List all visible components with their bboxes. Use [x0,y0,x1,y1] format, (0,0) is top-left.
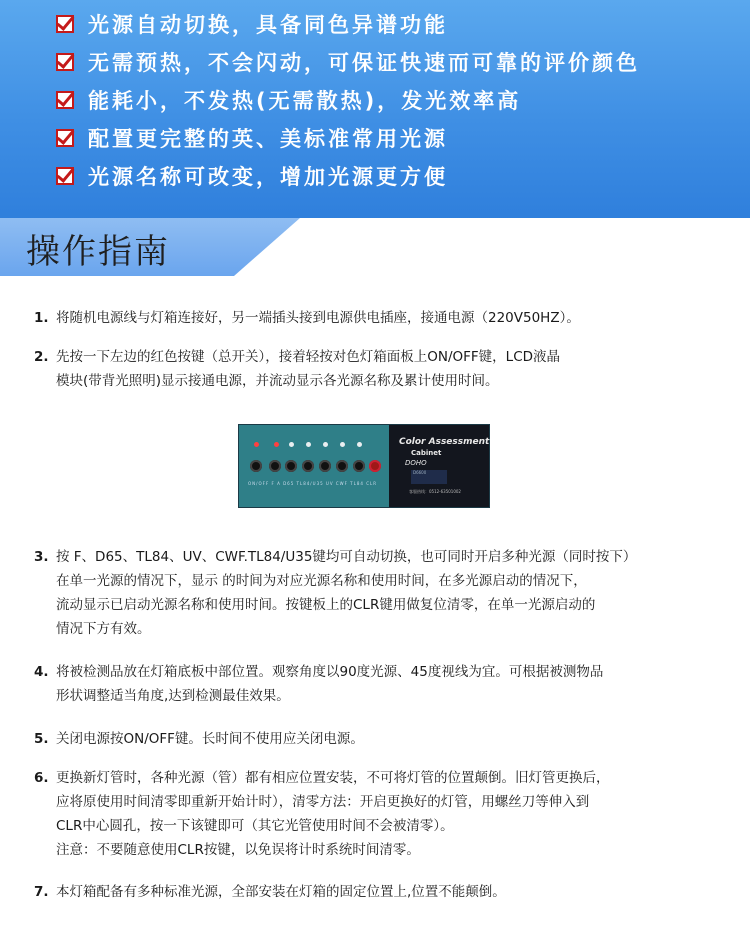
step-number: 7. [34,884,49,900]
step-text: 模块(带背光照明)显示接通电源，并流动显示各光源名称及累计使用时间。 [56,373,499,389]
step-item [34,880,506,904]
step-line [34,766,610,790]
step-text: 应将原使用时间清零即重新开始计时），清零方法：开启更换好的灯管，用螺丝刀等伸入到 [56,794,590,810]
step-text: 将被检测品放在灯箱底板中部位置。观察角度以90度光源、45度视线为宜。可根据被测物品 [56,664,604,680]
step-line [34,345,560,369]
step-text: 情况下方有效。 [56,621,151,637]
indicator-light [289,442,294,447]
step-line [34,569,636,593]
feature-item [56,86,521,114]
feature-item [56,48,640,76]
control-panel-buttons [239,425,389,507]
step-number: 3. [34,549,49,565]
step-line [34,660,603,684]
step-text: 先按一下左边的红色按键（总开关），接着轻按对色灯箱面板上ON/OFF键，LCD液晶 [56,349,561,365]
feature-text: 能耗小，不发热(无需散热)，发光效率高 [88,89,522,113]
panel-button [302,460,314,472]
step-number: 5. [34,731,49,747]
step-line [34,617,636,641]
step-line [34,684,603,708]
step-item [34,766,610,862]
checkbox-icon [56,53,74,71]
feature-text: 光源名称可改变，增加光源更方便 [88,165,448,189]
lcd-text: D6600 [413,470,427,475]
panel-button [336,460,348,472]
step-number: 4. [34,664,49,680]
step-number: 6. [34,770,49,786]
indicator-light [340,442,345,447]
feature-text: 配置更完整的英、美标准常用光源 [88,127,448,151]
indicator-light [254,442,259,447]
control-panel-display [389,425,489,507]
section-title: 操作指南 [26,232,170,272]
step-line [34,880,506,904]
feature-item [56,124,448,152]
step-text: 将随机电源线与灯箱连接好，另一端插头接到电源供电插座，接通电源（220V50HZ）。 [56,310,580,326]
indicator-light [323,442,328,447]
control-panel-image [239,425,489,507]
panel-button [353,460,365,472]
checkbox-icon [56,167,74,185]
step-line [34,814,610,838]
indicator-light [306,442,311,447]
feature-item [56,10,448,38]
step-item [34,306,580,330]
step-line [34,838,610,862]
panel-button [285,460,297,472]
step-text: 更换新灯管时，各种光源（管）都有相应位置安装，不可将灯管的位置颠倒。旧灯管更换后， [56,770,610,786]
step-text: 注意：不要随意使用CLR按键，以免误将计时系统时间清零。 [56,842,420,858]
step-line [34,593,636,617]
brand-line2: Cabinet [411,449,442,457]
checkbox-icon [56,91,74,109]
indicator-light [274,442,279,447]
brand-line1: Color Assessment [399,437,490,447]
feature-text: 光源自动切换，具备同色异谱功能 [88,13,448,37]
step-line [34,369,560,393]
step-item [34,545,636,641]
feature-item [56,162,448,190]
panel-button [250,460,262,472]
section-header [0,218,750,280]
checkbox-icon [56,129,74,147]
step-text: 形状调整适当角度,达到检测最佳效果。 [56,688,290,704]
panel-button [269,460,281,472]
step-text: 流动显示已启动光源名称和使用时间。按键板上的CLR键用做复位清零，在单一光源启动的 [56,597,596,613]
step-number: 2. [34,349,49,365]
step-text: 在单一光源的情况下，显示 的时间为对应光源名称和使用时间，在多光源启动的情况下， [56,573,587,589]
step-number: 1. [34,310,49,326]
brand-line3: DOHO [405,459,427,467]
step-text: 按 F、D65、TL84、UV、CWF.TL84/U35键均可自动切换，也可同时开启多种光源（同时按下） [56,549,637,565]
checkbox-icon [56,15,74,33]
panel-button [319,460,331,472]
step-line [34,727,364,751]
step-text: 本灯箱配备有多种标准光源，全部安装在灯箱的固定位置上,位置不能颠倒。 [56,884,506,900]
step-line [34,306,580,330]
step-item [34,727,364,751]
button-labels: ON/OFF F A D65 TL84/U35 UV CWF TL84 CLR [248,481,378,486]
step-item [34,660,603,708]
feature-text: 无需预热，不会闪动，可保证快速而可靠的评价颜色 [88,51,640,75]
indicator-light [357,442,362,447]
step-line [34,545,636,569]
step-item [34,345,560,393]
step-text: 关闭电源按ON/OFF键。长时间不使用应关闭电源。 [56,731,364,747]
panel-small-text: 客服热线：0512-63501002 [409,489,461,494]
step-text: CLR中心圆孔，按一下该键即可（其它光管使用时间不会被清零）。 [56,818,454,834]
step-line [34,790,610,814]
clr-button [369,460,381,472]
